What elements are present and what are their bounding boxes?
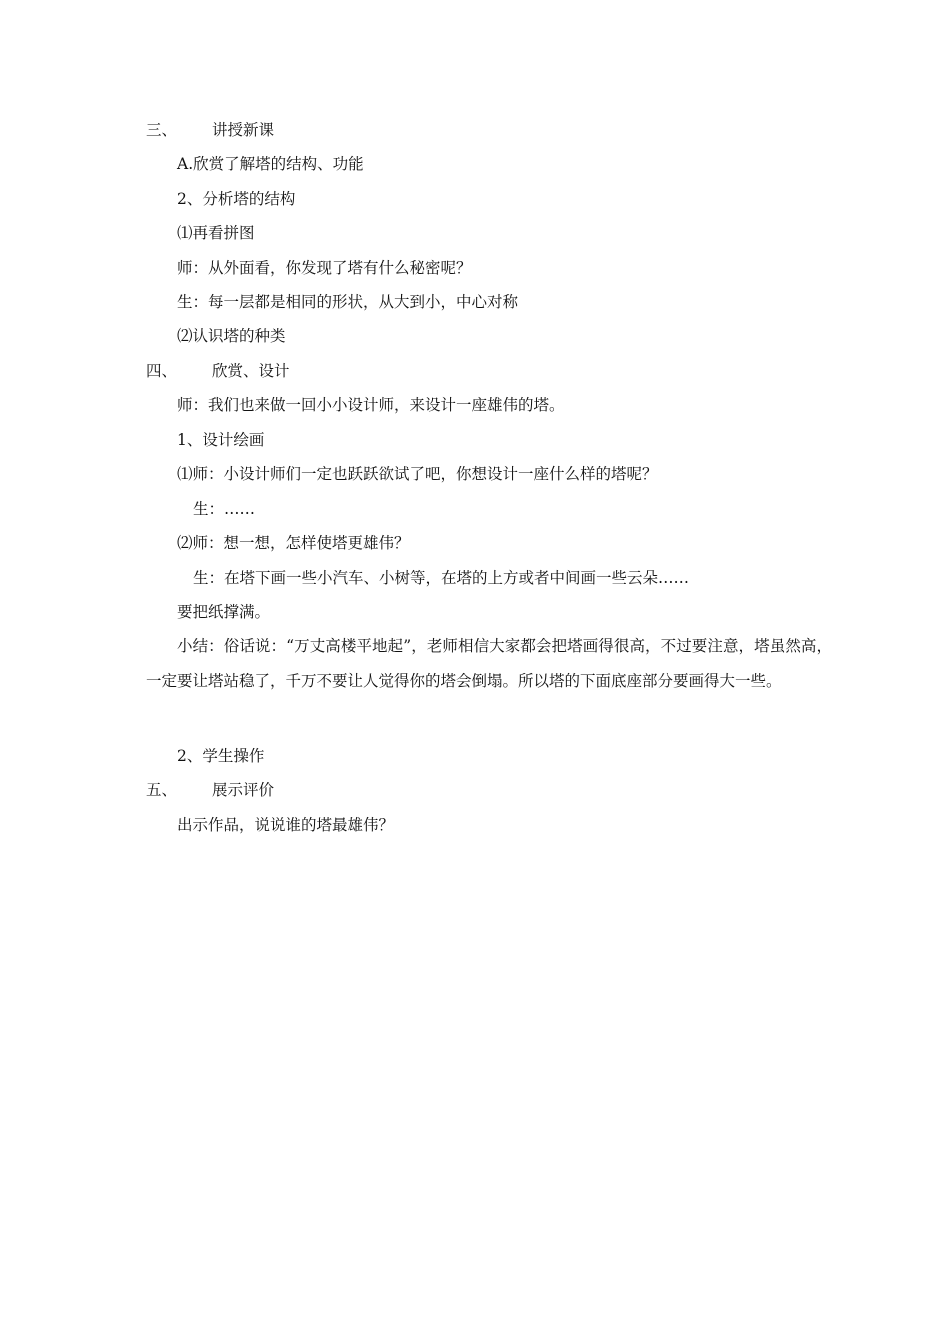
section-title: 展示评价 — [212, 781, 275, 799]
paragraph: 师：从外面看，你发现了塔有什么秘密呢？ — [177, 259, 472, 277]
summary-paragraph: 小结：俗话说：“万丈高楼平地起”，老师相信大家都会把塔画得很高，不过要注意，塔虽然高，一定要让塔站稳了，千万不要让人觉得你的塔会倒塌。所以塔的下面底座部分要画得大一些。 — [146, 637, 832, 690]
section-heading-3 — [146, 120, 274, 140]
section-title: 欣赏、设计 — [212, 362, 290, 380]
section-title: 讲授新课 — [212, 121, 275, 139]
paragraph: 生：在塔下画一些小汽车、小树等，在塔的上方或者中间画一些云朵…… — [193, 569, 690, 587]
paragraph: 师：我们也来做一回小小设计师，来设计一座雄伟的塔。 — [177, 396, 565, 414]
paragraph: ⑴再看拼图 — [177, 224, 255, 242]
paragraph: 出示作品，说说谁的塔最雄伟？ — [177, 816, 395, 834]
section-number: 五、 — [146, 781, 178, 799]
paragraph: 生：…… — [193, 500, 256, 518]
paragraph: ⑴师：小设计师们一定也跃跃欲试了吧，你想设计一座什么样的塔呢？ — [177, 465, 658, 483]
paragraph: 2、学生操作 — [177, 747, 265, 765]
paragraph: A.欣赏了解塔的结构、功能 — [177, 155, 364, 173]
paragraph: ⑵师：想一想，怎样使塔更雄伟？ — [177, 534, 410, 552]
paragraph: 要把纸撑满。 — [177, 603, 271, 621]
section-number: 四、 — [146, 362, 178, 380]
paragraph: 2、分析塔的结构 — [177, 190, 296, 208]
paragraph: 生：每一层都是相同的形状，从大到小，中心对称 — [177, 293, 519, 311]
section-number: 三、 — [146, 121, 178, 139]
section-heading-4 — [146, 361, 290, 381]
section-heading-5 — [146, 780, 274, 800]
paragraph: 1、设计绘画 — [177, 431, 265, 449]
paragraph: ⑵认识塔的种类 — [177, 327, 286, 345]
